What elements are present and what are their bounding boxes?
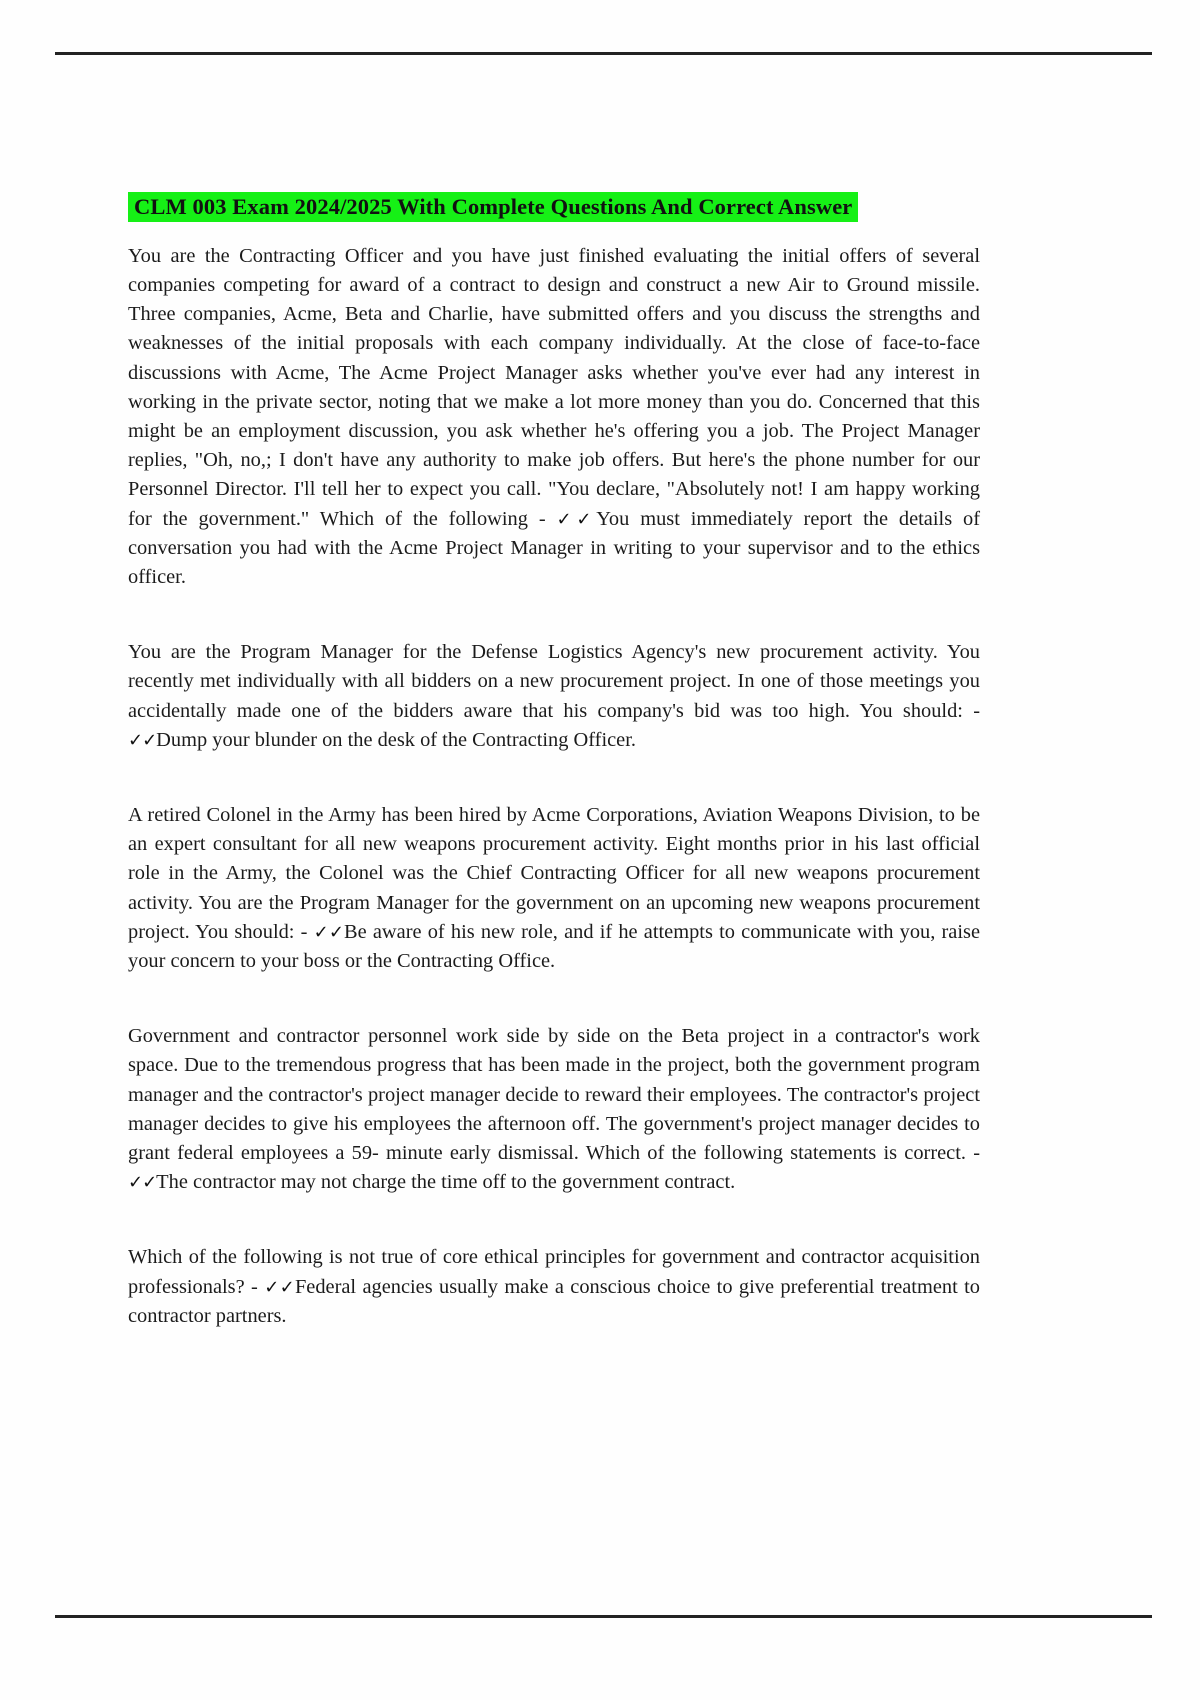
answer-check-icon-3: ✓✓: [313, 921, 345, 943]
qa-item-5: [128, 1243, 980, 1331]
qa-item-4: [128, 1022, 980, 1197]
answer-check-icon-2: ✓✓: [128, 729, 157, 751]
answer-text-5: Federal agencies usually make a conscious choice to give preferential treatment to contractor partners.: [128, 1275, 980, 1327]
question-text-2: You are the Program Manager for the Defense Logistics Agency's new procurement activity. You recently met individually with all bidders on a new procurement project. In one of those meetings you accidentally made one of the bidders aware that his company's bid was too high. You should: -: [128, 641, 980, 722]
question-text-5: Which of the following is not true of core ethical principles for government and contractor acquisition professionals? -: [128, 1246, 980, 1298]
answer-text-4: The contractor may not charge the time off to the government contract.: [156, 1171, 736, 1194]
qa-item-3: [128, 801, 980, 976]
page-bottom-rule: [55, 1615, 1152, 1618]
page-top-rule: [55, 52, 1152, 55]
answer-check-icon-5: ✓✓: [264, 1276, 295, 1298]
question-text-1: You are the Contracting Officer and you have just finished evaluating the initial offers of several companies competing for award of a contract to design and construct a new Air to Ground missile. Three companies, Acme, Beta and Charlie, have submitted offers and you discuss the strengths and weaknesses of the initial proposals with each company individually. At the close of face-to-face discussions with Acme, The Acme Project Manager asks whether you've ever had any interest in working in the private sector, noting that we make a lot more money than you do. Concerned that this might be an employment discussion, you ask whether he's offering you a job. The Project Manager replies, "Oh, no,; I don't have any authority to make job offers. But here's the phone number for our Personnel Director. I'll tell her to expect you call. "You declare, "Absolutely not! I am happy working for the government." Which of the following -: [128, 244, 980, 530]
answer-check-icon-4: ✓✓: [128, 1172, 157, 1194]
question-text-3: A retired Colonel in the Army has been hired by Acme Corporations, Aviation Weapons Division, to be an expert consultant for all new weapons procurement activity. Eight months prior in his last official role in the Army, the Colonel was the Chief Contracting Officer for all new weapons procurement activity. You are the Program Manager for the government on an upcoming new weapons procurement project. You should: -: [128, 804, 980, 943]
document-content: [128, 190, 980, 1331]
answer-text-1: You must immediately report the details of conversation you had with the Acme Project Manager in writing to your supervisor and to the ethics officer.: [128, 507, 980, 588]
qa-item-1: [128, 242, 980, 592]
page-title: CLM 003 Exam 2024/2025 With Complete Questions And Correct Answer: [128, 192, 858, 222]
qa-item-2: [128, 638, 980, 755]
answer-text-2: Dump your blunder on the desk of the Contracting Officer.: [156, 728, 636, 751]
page-title-container: [128, 190, 980, 224]
answer-check-icon-1: ✓✓: [556, 508, 597, 530]
question-text-4: Government and contractor personnel work side by side on the Beta project in a contractor's work space. Due to the tremendous progress that has been made in the project, both the government program manager and the contractor's project manager decide to reward their employees. The contractor's project manager decides to give his employees the afternoon off. The government's project manager decides to grant federal employees a 59- minute early dismissal. Which of the following statements is correct. -: [128, 1025, 980, 1165]
answer-text-3: Be aware of his new role, and if he attempts to communicate with you, raise your concern to your boss or the Contracting Office.: [128, 920, 980, 973]
